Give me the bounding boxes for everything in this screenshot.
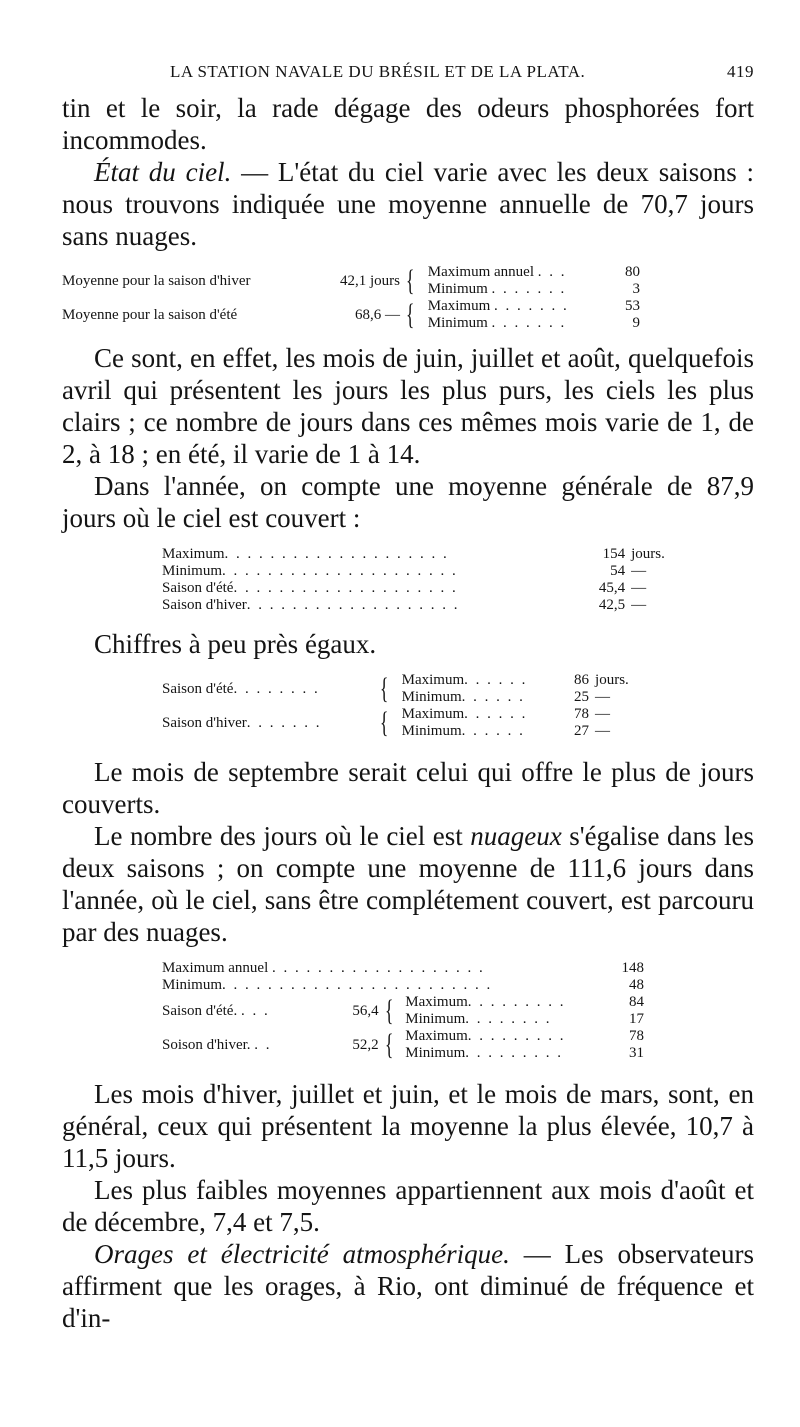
row-unit: — [631,563,647,579]
section-title-etat-du-ciel: État du ciel. [94,157,232,187]
leader-dots: . . . . . . . . . . . . . . . . . . . . . [222,563,458,579]
row-label: Moyenne pour la saison d'hiver [62,272,251,289]
sub-label-text: Maximum [401,672,465,688]
sub-value: 80 [625,264,640,280]
sub-label [405,994,614,1011]
table-row [62,298,640,315]
brace-glyph: { [405,298,415,331]
paragraph-septembre: Le mois de septembre serait celui qui offre le plus de jours couverts. [62,757,754,819]
sub-unit: jours. [595,672,629,688]
leader-dots: . . [254,1036,272,1053]
sub-label-text: Maximum annuel [427,264,534,280]
table-row [162,706,642,723]
row-label [162,672,374,706]
paragraph-etat-du-ciel [62,156,754,252]
table-jours-couverts [162,546,682,614]
paragraph-nuageux-end: s'égalise dans les deux saisons ; on compte une moyenne de 111,6 jours dans l'année, où le ciel, sans être complétement couvert, est parcouru par des nuages. [62,821,754,947]
emphasis-nuageux: nuageux [470,821,562,851]
sub-value: 3 [632,281,640,297]
sub-value: 86 [574,672,590,688]
brace-glyph: { [405,264,415,297]
running-title: LA STATION NAVALE DU BRÉSIL ET DE LA PLATA. [170,62,586,81]
row-value: 154 [602,546,626,562]
sub-label-text: Minimum [401,689,462,705]
leader-dots: . . . . . . . . . . . . . . . . . . . [271,960,485,976]
paragraph-mois-hiver: Les mois d'hiver, juillet et juin, et le mois de mars, sont, en général, ceux qui présentent la moyenne la plus élevée, 10,7 à 11,5 jours. [62,1079,754,1173]
row-label-text: Saison d'hiver [162,714,247,731]
row-label-text: Saison d'été [162,580,234,596]
sub-value: 25 [574,689,590,705]
paragraph-etat-du-ciel-text: — L'état du ciel varie avec les deux saisons : nous trouvons indiquée une moyenne annuelle de 70,7 jours sans nuages. [62,157,755,251]
table-row [162,580,682,597]
table-row [162,672,642,689]
leader-dots: . . . . . . [464,672,528,688]
row-label-text: Saison d'été [162,680,234,697]
row-label-text: Maximum [162,546,225,562]
table-row [162,563,682,580]
book-page [62,62,754,1334]
leader-dots: . . . . . . . . . . . . . . . . . . . . [224,546,449,562]
row-unit: — [631,597,647,613]
sub-label-text: Minimum [427,315,488,331]
row-unit: — [631,580,647,596]
row-label [162,960,615,977]
leader-dots: . . . . . . . . [233,680,320,697]
sub-label-text: Maximum [405,1028,468,1044]
table-jours-nuageux [162,960,644,1062]
row-label-text: Soison d'hiver. [162,1036,251,1053]
sub-value: 78 [629,1028,644,1044]
sub-value: 17 [629,1011,644,1027]
sub-value: 53 [625,298,640,314]
row-label-text: Saison d'été. [162,1002,238,1019]
row-average: 56,4 [352,1002,379,1019]
leader-dots: . . . . . . [461,723,525,739]
sub-label [402,689,569,706]
sub-label [428,315,620,332]
row-label [162,546,588,563]
row-label [162,580,588,597]
sub-label [428,298,620,315]
row-label [162,706,374,740]
leader-dots: . . . . . . [461,689,525,705]
table-row [62,264,640,281]
leader-dots: . . . [537,264,567,280]
brace-glyph: { [384,1028,394,1061]
leader-dots: . . . . . . . . . . . . . . . . . . . [246,597,460,613]
row-average: 52,2 [352,1036,379,1053]
leader-dots: . . . . . . . . . [467,994,566,1010]
row-value: 45,4 [598,580,626,596]
row-label [162,977,615,994]
row-label-text: Maximum annuel [162,960,269,976]
leader-dots: . . . . . . . [494,298,569,314]
sub-label [402,723,569,740]
paragraph-mois-purs: Ce sont, en effet, les mois de juin, juillet et août, quelquefois avril qui présentent les jours les plus purs, les ciels les plus clairs ; ce nombre de jours dans ces mêmes mois varie de 1, de 2, à 18 ; en été, il varie de 1 à 14. [62,343,754,469]
sub-label [428,264,620,281]
leader-dots: . . . . . . . . . [467,1028,566,1044]
sub-label-text: Minimum [405,1045,466,1061]
sub-label-text: Minimum [401,723,462,739]
leader-dots: . . . . . . [464,706,528,722]
row-label [162,563,588,580]
table-row [162,960,644,977]
row-label-text: Saison d'hiver [162,597,247,613]
sub-label [428,281,620,298]
sub-unit: — [595,706,611,722]
paragraph-orages [62,1238,754,1334]
leader-dots: . . . . . . . . [465,1011,552,1027]
leader-dots: . . . [240,1002,270,1019]
table-jours-sans-nuages [62,264,640,332]
row-label-text: Minimum [162,977,223,993]
brace-glyph: { [380,672,389,705]
sub-value: 31 [629,1045,644,1061]
paragraph-nuageux [62,820,754,948]
row-value [318,298,400,332]
row-unit: jours. [631,546,665,562]
leader-dots: . . . . . . . . . [465,1045,564,1061]
sub-value: 27 [574,723,590,739]
leader-dots: . . . . . . . . . . . . . . . . . . . . [233,580,458,596]
running-header [170,62,754,82]
section-title-orages: Orages et électricité atmosphérique. [94,1239,510,1269]
paragraph-nuageux-start: Le nombre des jours où le ciel est [94,821,471,851]
row-value: 48 [629,977,644,993]
row-value: 54 [610,563,626,579]
leader-dots: . . . . . . . . . . . . . . . . . . . . . . . . [222,977,493,993]
sub-label-text: Maximum [427,298,491,314]
row-label [162,597,588,614]
leader-dots: . . . . . . . [246,714,322,731]
row-label [162,994,305,1028]
sub-label [402,672,569,689]
paragraph-chiffres-egaux: Chiffres à peu près égaux. [94,629,377,659]
sub-label-text: Minimum [405,1011,466,1027]
brace-glyph: { [384,994,394,1027]
paragraph-odeurs: tin et le soir, la rade dégage des odeurs phosphorées fort incommodes. [62,93,754,155]
row-label-text: Minimum [162,563,223,579]
page-number: 419 [727,62,754,81]
row-value [318,264,400,298]
paragraph-ciel-couvert: Dans l'année, on compte une moyenne générale de 87,9 jours où le ciel est couvert : [62,471,754,533]
sub-unit: — [595,689,611,705]
paragraph-faibles-moyennes: Les plus faibles moyennes appartiennent aux mois d'août et de décembre, 7,4 et 7,5. [62,1175,754,1237]
row-value: 42,5 [598,597,626,613]
sub-value: 9 [632,315,640,331]
sub-label-text: Maximum [405,994,468,1010]
sub-unit: — [595,723,611,739]
sub-label [405,1028,614,1045]
table-saisons-couvert [162,672,642,740]
table-row [162,597,682,614]
sub-label-text: Minimum [427,281,488,297]
table-row [162,546,682,563]
sub-value: 84 [629,994,644,1010]
row-value: 148 [621,960,644,976]
sub-label [405,1045,614,1062]
table-row [162,1028,644,1045]
row-label: Moyenne pour la saison d'été [62,306,238,323]
sub-label-text: Maximum [401,706,465,722]
paragraph-orages-text: — Les observateurs affirment que les orages, à Rio, ont diminué de fréquence et d'in- [62,1239,754,1333]
table-row [162,977,644,994]
leader-dots: . . . . . . . [491,281,567,297]
row-value-text: 68,6 — [355,306,401,323]
leader-dots: . . . . . . . [491,315,567,331]
sub-label [405,1011,614,1028]
sub-label [402,706,569,723]
sub-value: 78 [574,706,590,722]
row-label [162,1028,305,1062]
row-value-text: 42,1 jours [340,272,401,289]
table-row [162,994,644,1011]
brace-glyph: { [380,706,389,739]
